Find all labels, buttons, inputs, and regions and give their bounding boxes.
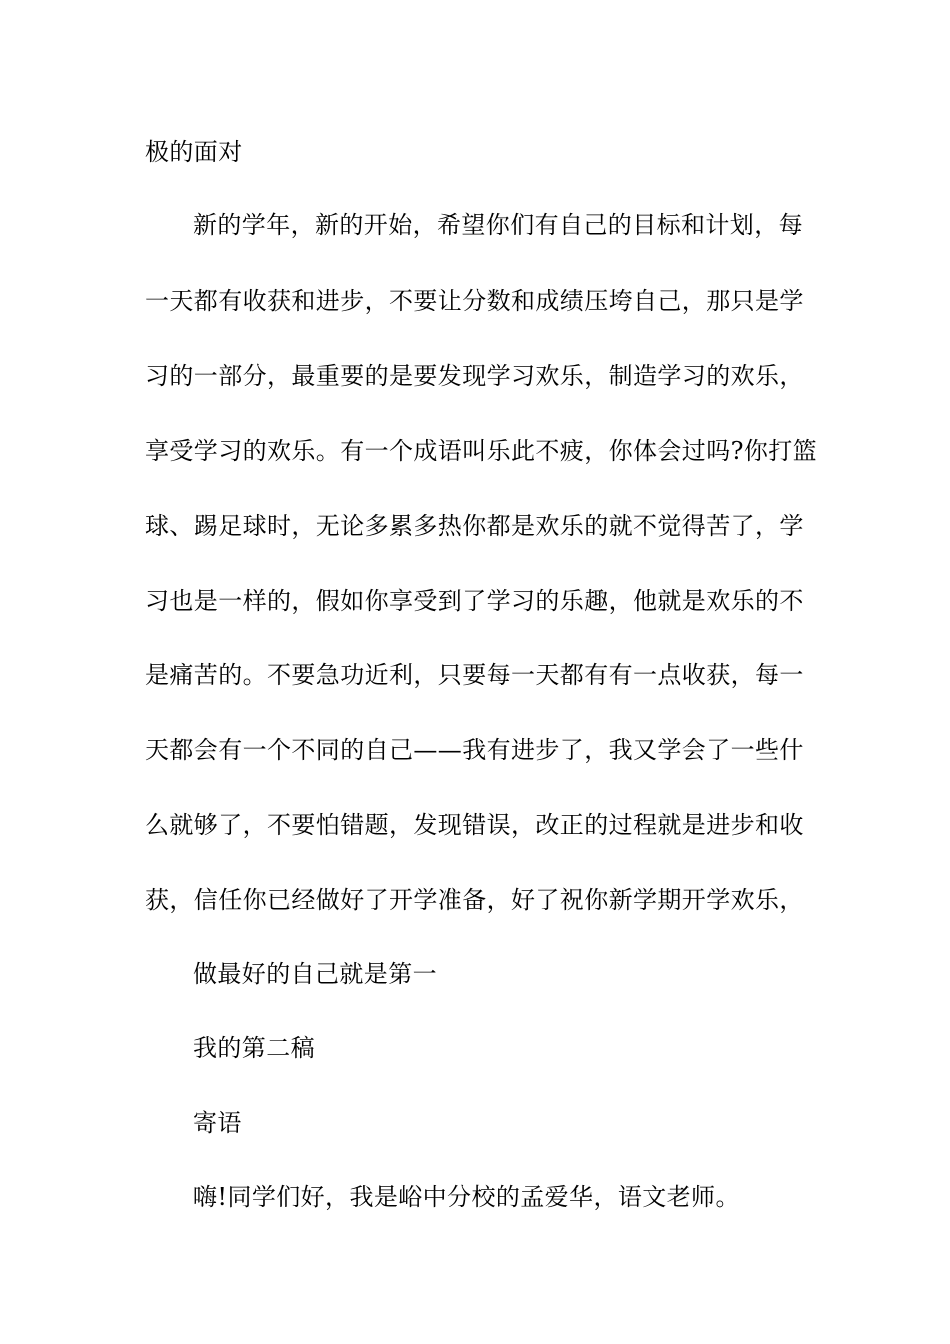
paragraph-line-3: 习的一部分，最重要的是要发现学习欢乐，制造学习的欢乐， [145,362,804,390]
greeting-line: 嗨!同学们好，我是峪中分校的孟爱华，语文老师。 [193,1183,740,1211]
text-line-1: 极的面对 [145,138,243,166]
paragraph-line-10: 获，信任你已经做好了开学准备，好了祝你新学期开学欢乐， [145,886,804,914]
draft-label: 我的第二稿 [193,1034,315,1062]
paragraph-line-2: 一天都有收获和进步，不要让分数和成绩压垮自己，那只是学 [145,287,804,315]
paragraph-line-8: 天都会有一个不同的自己——我有进步了，我又学会了一些什 [145,736,804,764]
paragraph-line-4: 享受学习的欢乐。有一个成语叫乐此不疲，你体会过吗?你打篮 [145,437,818,465]
paragraph-line-9: 么就够了，不要怕错题，发现错误，改正的过程就是进步和收 [145,811,804,839]
paragraph-line-5: 球、踢足球时，无论多累多热你都是欢乐的就不觉得苦了，学 [145,512,804,540]
paragraph-line-7: 是痛苦的。不要急功近利，只要每一天都有有一点收获，每一 [145,661,804,689]
paragraph-line-1: 新的学年，新的开始，希望你们有自己的目标和计划，每 [193,211,803,239]
paragraph-line-6: 习也是一样的，假如你享受到了学习的乐趣，他就是欢乐的不 [145,587,804,615]
heading-line: 做最好的自己就是第一 [193,960,437,988]
section-title: 寄语 [193,1109,242,1137]
